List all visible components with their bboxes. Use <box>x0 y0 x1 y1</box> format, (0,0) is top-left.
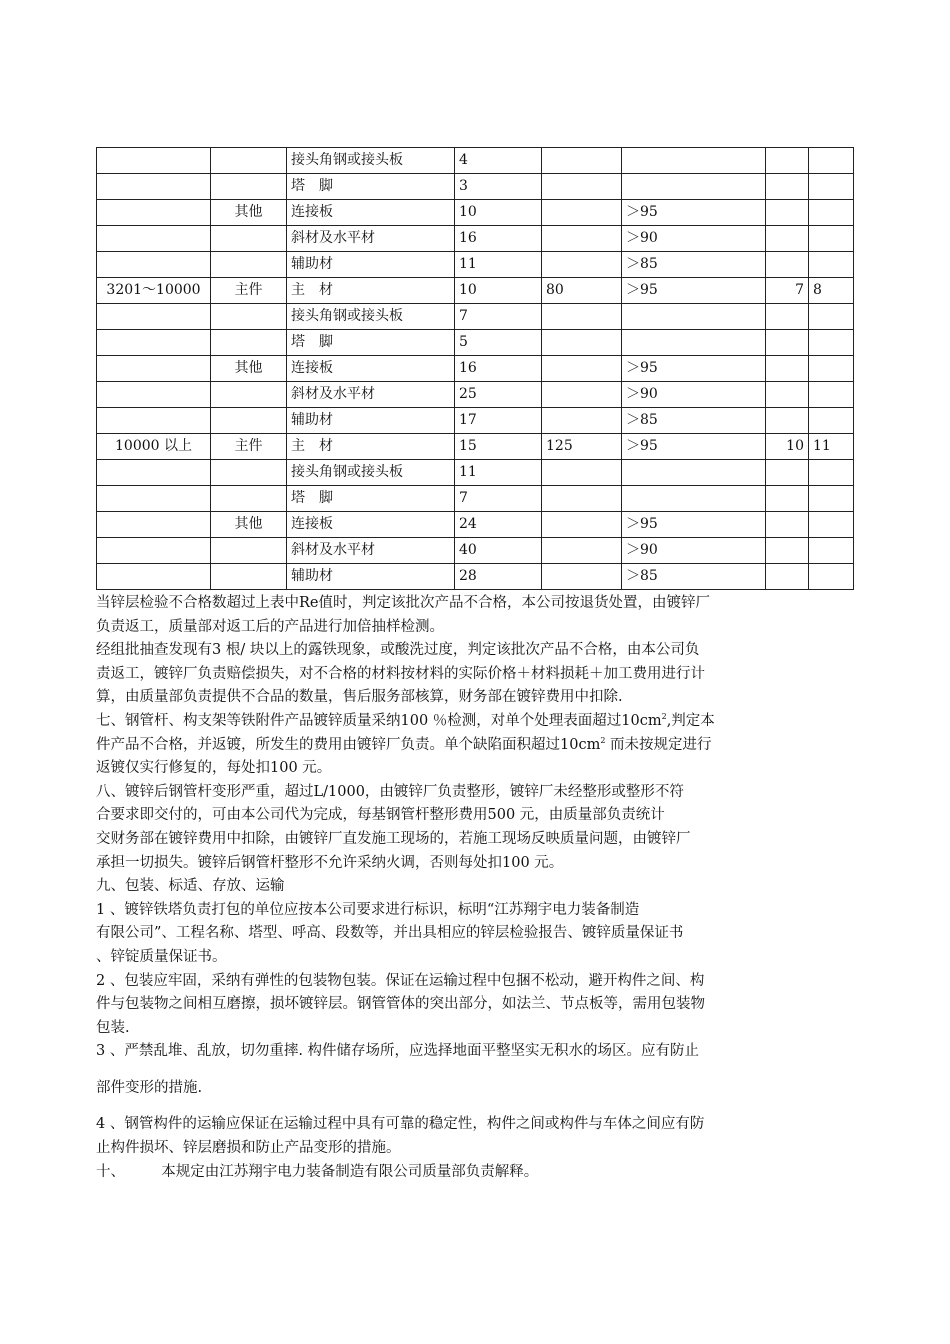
table-row <box>97 434 854 460</box>
table-cell-c5 <box>542 174 622 200</box>
table-cell-c5 <box>542 148 622 174</box>
table-cell-c7 <box>766 356 809 382</box>
table-cell-cls: 其他 <box>211 512 287 538</box>
table-cell-c7 <box>766 512 809 538</box>
table-cell-range <box>97 408 211 434</box>
table-cell-c4: 7 <box>455 486 542 512</box>
table-row <box>97 174 854 200</box>
table-cell-c7 <box>766 460 809 486</box>
table-cell-c4: 17 <box>455 408 542 434</box>
table-cell-c7 <box>766 564 809 590</box>
table-row <box>97 330 854 356</box>
table-cell-c4: 11 <box>455 252 542 278</box>
table-cell-part: 辅助材 <box>287 408 455 434</box>
table-cell-cls <box>211 148 287 174</box>
table-cell-c6: ＞95 <box>622 200 766 226</box>
table-cell-cls <box>211 382 287 408</box>
table-row <box>97 200 854 226</box>
table-cell-part: 塔 脚 <box>287 330 455 356</box>
text-span: 而未按规定进行 <box>605 736 712 753</box>
table-cell-c4: 24 <box>455 512 542 538</box>
inspection-table-wrapper <box>96 147 853 590</box>
table-cell-c5 <box>542 564 622 590</box>
table-cell-c5 <box>542 382 622 408</box>
table-row <box>97 382 854 408</box>
table-cell-c5 <box>542 356 622 382</box>
table-cell-c8 <box>809 252 854 278</box>
table-cell-range <box>97 304 211 330</box>
table-cell-c8 <box>809 226 854 252</box>
table-cell-range <box>97 200 211 226</box>
table-cell-range <box>97 148 211 174</box>
table-cell-part: 塔 脚 <box>287 486 455 512</box>
table-cell-c4: 15 <box>455 434 542 460</box>
table-cell-part: 斜材及水平材 <box>287 382 455 408</box>
table-cell-c8: 11 <box>809 434 854 460</box>
table-row <box>97 278 854 304</box>
table-cell-part: 辅助材 <box>287 564 455 590</box>
table-cell-c8 <box>809 174 854 200</box>
table-cell-c4: 25 <box>455 382 542 408</box>
table-cell-c6: ＞90 <box>622 226 766 252</box>
galvanizing-sampling-table <box>96 147 854 590</box>
table-cell-range: 3201～10000 <box>97 278 211 304</box>
table-cell-part: 斜材及水平材 <box>287 538 455 564</box>
table-cell-part: 辅助材 <box>287 252 455 278</box>
table-cell-c4: 28 <box>455 564 542 590</box>
table-cell-c7 <box>766 200 809 226</box>
table-cell-c4: 16 <box>455 226 542 252</box>
table-row <box>97 408 854 434</box>
table-cell-c6: ＞95 <box>622 278 766 304</box>
table-cell-c7: 7 <box>766 278 809 304</box>
regulation-text <box>96 592 856 1184</box>
paragraph-line: 交财务部在镀锌费用中扣除，由镀锌厂直发施工现场的，若施工现场反映质量问题，由镀锌厂 <box>96 830 691 847</box>
paragraph-line: 部件变形的措施. <box>96 1079 203 1096</box>
table-row <box>97 304 854 330</box>
paragraph-line: 2 、包装应牢固，采纳有弹性的包装物包装。保证在运输过程中包捆不松动，避开构件之间、构 <box>96 972 705 989</box>
table-cell-c6: ＞95 <box>622 512 766 538</box>
table-cell-part: 主 材 <box>287 278 455 304</box>
table-cell-c4: 5 <box>455 330 542 356</box>
superscript: 2 <box>661 712 667 722</box>
table-cell-c6: ＞95 <box>622 434 766 460</box>
table-cell-range <box>97 538 211 564</box>
table-cell-c7 <box>766 174 809 200</box>
paragraph-line: 、锌锭质量保证书。 <box>96 948 227 965</box>
paragraph-line <box>96 734 856 758</box>
table-cell-c4: 4 <box>455 148 542 174</box>
table-cell-cls <box>211 408 287 434</box>
table-cell-c6 <box>622 486 766 512</box>
table-cell-c5 <box>542 252 622 278</box>
table-cell-part: 主 材 <box>287 434 455 460</box>
paragraph-line <box>96 710 856 734</box>
table-cell-c5 <box>542 226 622 252</box>
text-span: 件产品不合格，并返镀，所发生的费用由镀锌厂负责。单个缺陷面积超过10cm <box>96 736 601 753</box>
table-cell-c8 <box>809 408 854 434</box>
table-cell-part: 接头角钢或接头板 <box>287 148 455 174</box>
table-cell-range <box>97 512 211 538</box>
table-cell-c7 <box>766 252 809 278</box>
table-cell-c4: 3 <box>455 174 542 200</box>
table-cell-range <box>97 252 211 278</box>
table-cell-part: 接头角钢或接头板 <box>287 304 455 330</box>
table-cell-c8 <box>809 564 854 590</box>
table-cell-c5 <box>542 408 622 434</box>
table-cell-cls <box>211 304 287 330</box>
table-cell-c6: ＞90 <box>622 538 766 564</box>
table-body <box>97 148 854 590</box>
table-cell-range <box>97 486 211 512</box>
table-row <box>97 538 854 564</box>
paragraph-line: 责返工，镀锌厂负责赔偿损失，对不合格的材料按材料的实际价格＋材料损耗＋加工费用进行计 <box>96 665 705 682</box>
table-cell-c5: 125 <box>542 434 622 460</box>
table-cell-c5 <box>542 486 622 512</box>
closing-statement: 十、 本规定由江苏翔宇电力装备制造有限公司质量部负责解释。 <box>96 1163 539 1180</box>
table-cell-c6 <box>622 148 766 174</box>
table-cell-c6: ＞85 <box>622 252 766 278</box>
table-cell-c4: 11 <box>455 460 542 486</box>
table-cell-c4: 10 <box>455 278 542 304</box>
table-cell-c4: 40 <box>455 538 542 564</box>
table-cell-cls: 其他 <box>211 200 287 226</box>
table-cell-c5 <box>542 538 622 564</box>
table-cell-cls <box>211 226 287 252</box>
table-cell-range <box>97 382 211 408</box>
text-span: ,判定本 <box>666 712 715 729</box>
table-cell-part: 连接板 <box>287 200 455 226</box>
table-cell-c5 <box>542 330 622 356</box>
table-cell-c8 <box>809 512 854 538</box>
table-cell-c7 <box>766 304 809 330</box>
table-cell-c8 <box>809 538 854 564</box>
table-cell-c5 <box>542 460 622 486</box>
table-cell-cls <box>211 538 287 564</box>
text-span: 七、钢管杆、构支架等铁附件产品镀锌质量采纳100 ％检测，对单个处理表面超过10cm <box>96 712 662 729</box>
paragraph-line: 4 、钢管构件的运输应保证在运输过程中具有可靠的稳定性，构件之间或构件与车体之间应有防 <box>96 1116 705 1133</box>
table-row <box>97 564 854 590</box>
table-cell-cls <box>211 174 287 200</box>
paragraph-line: 合要求即交付的，可由本公司代为完成，每基钢管杆整形费用500 元，由质量部负责统计 <box>96 807 665 824</box>
table-cell-c8 <box>809 460 854 486</box>
paragraph-line: 3 、严禁乱堆、乱放，切勿重摔. 构件储存场所，应选择地面平整坚实无积水的场区。应有防止 <box>96 1043 700 1060</box>
paragraph-line: 件与包装物之间相互磨擦，损坏镀锌层。钢管管体的突出部分，如法兰、节点板等，需用包装物 <box>96 996 705 1013</box>
table-cell-c4: 7 <box>455 304 542 330</box>
table-row <box>97 460 854 486</box>
table-cell-range: 10000 以上 <box>97 434 211 460</box>
paragraph-line: 负责返工，质量部对返工后的产品进行加倍抽样检测。 <box>96 618 444 635</box>
table-cell-cls: 主件 <box>211 278 287 304</box>
table-cell-part: 连接板 <box>287 512 455 538</box>
paragraph-line: 包装. <box>96 1019 130 1036</box>
table-cell-part: 斜材及水平材 <box>287 226 455 252</box>
table-cell-part: 塔 脚 <box>287 174 455 200</box>
table-cell-c7 <box>766 408 809 434</box>
paragraph-line: 1 、镀锌铁塔负责打包的单位应按本公司要求进行标识，标明“江苏翔宇电力装备制造 <box>96 901 640 918</box>
table-cell-c6: ＞95 <box>622 356 766 382</box>
table-cell-c8 <box>809 200 854 226</box>
paragraph-line: 经组批抽查发现有3 根/ 块以上的露铁现象，或酸洗过度，判定该批次产品不合格，由本公司负 <box>96 642 700 659</box>
table-cell-c8 <box>809 148 854 174</box>
paragraph-line: 承担一切损失。镀锌后钢管杆整形不允许采纳火调，否则每处扣100 元。 <box>96 854 564 871</box>
table-cell-c7 <box>766 486 809 512</box>
paragraph-line: 当锌层检验不合格数超过上表中Re值时，判定该批次产品不合格，本公司按退货处置，由镀锌厂 <box>96 595 710 611</box>
table-cell-cls <box>211 460 287 486</box>
table-row <box>97 226 854 252</box>
table-cell-c5 <box>542 512 622 538</box>
table-cell-c8 <box>809 304 854 330</box>
table-cell-c7 <box>766 538 809 564</box>
table-cell-c6 <box>622 304 766 330</box>
table-cell-cls <box>211 252 287 278</box>
table-cell-c7 <box>766 226 809 252</box>
table-cell-c6 <box>622 460 766 486</box>
table-cell-c7 <box>766 382 809 408</box>
table-cell-c4: 16 <box>455 356 542 382</box>
table-cell-cls: 主件 <box>211 434 287 460</box>
table-cell-c7 <box>766 148 809 174</box>
table-cell-c6: ＞85 <box>622 564 766 590</box>
paragraph-line: 止构件损坏、锌层磨损和防止产品变形的措施。 <box>96 1140 401 1157</box>
table-cell-c6 <box>622 174 766 200</box>
table-cell-c6: ＞90 <box>622 382 766 408</box>
table-cell-c8: 8 <box>809 278 854 304</box>
superscript: 2 <box>600 735 606 745</box>
table-cell-cls <box>211 486 287 512</box>
table-cell-range <box>97 356 211 382</box>
table-cell-part: 连接板 <box>287 356 455 382</box>
table-row <box>97 148 854 174</box>
table-cell-c8 <box>809 486 854 512</box>
table-row <box>97 512 854 538</box>
table-cell-c7 <box>766 330 809 356</box>
table-cell-cls <box>211 564 287 590</box>
table-cell-cls: 其他 <box>211 356 287 382</box>
paragraph-line: 返镀仅实行修复的，每处扣100 元。 <box>96 760 332 777</box>
table-cell-c6 <box>622 330 766 356</box>
table-cell-c5 <box>542 200 622 226</box>
table-cell-c6: ＞85 <box>622 408 766 434</box>
table-row <box>97 486 854 512</box>
paragraph-line: 有限公司”、工程名称、塔型、呼高、段数等，并出具相应的锌层检验报告、镀锌质量保证书 <box>96 925 684 942</box>
table-cell-range <box>97 460 211 486</box>
table-row <box>97 252 854 278</box>
table-cell-range <box>97 330 211 356</box>
section-heading: 九、包装、标适、存放、运输 <box>96 878 285 895</box>
table-cell-range <box>97 564 211 590</box>
table-cell-range <box>97 174 211 200</box>
paragraph-line: 算，由质量部负责提供不合品的数量，售后服务部核算，财务部在镀锌费用中扣除. <box>96 689 623 706</box>
table-cell-c8 <box>809 382 854 408</box>
table-row <box>97 356 854 382</box>
table-cell-c5: 80 <box>542 278 622 304</box>
table-cell-c8 <box>809 330 854 356</box>
table-cell-c7: 10 <box>766 434 809 460</box>
table-cell-cls <box>211 330 287 356</box>
table-cell-range <box>97 226 211 252</box>
table-cell-part: 接头角钢或接头板 <box>287 460 455 486</box>
table-cell-c4: 10 <box>455 200 542 226</box>
table-cell-c8 <box>809 356 854 382</box>
paragraph-line: 八、镀锌后钢管杆变形严重，超过L/1000，由镀锌厂负责整形，镀锌厂未经整形或整形不符 <box>96 783 684 800</box>
table-cell-c5 <box>542 304 622 330</box>
